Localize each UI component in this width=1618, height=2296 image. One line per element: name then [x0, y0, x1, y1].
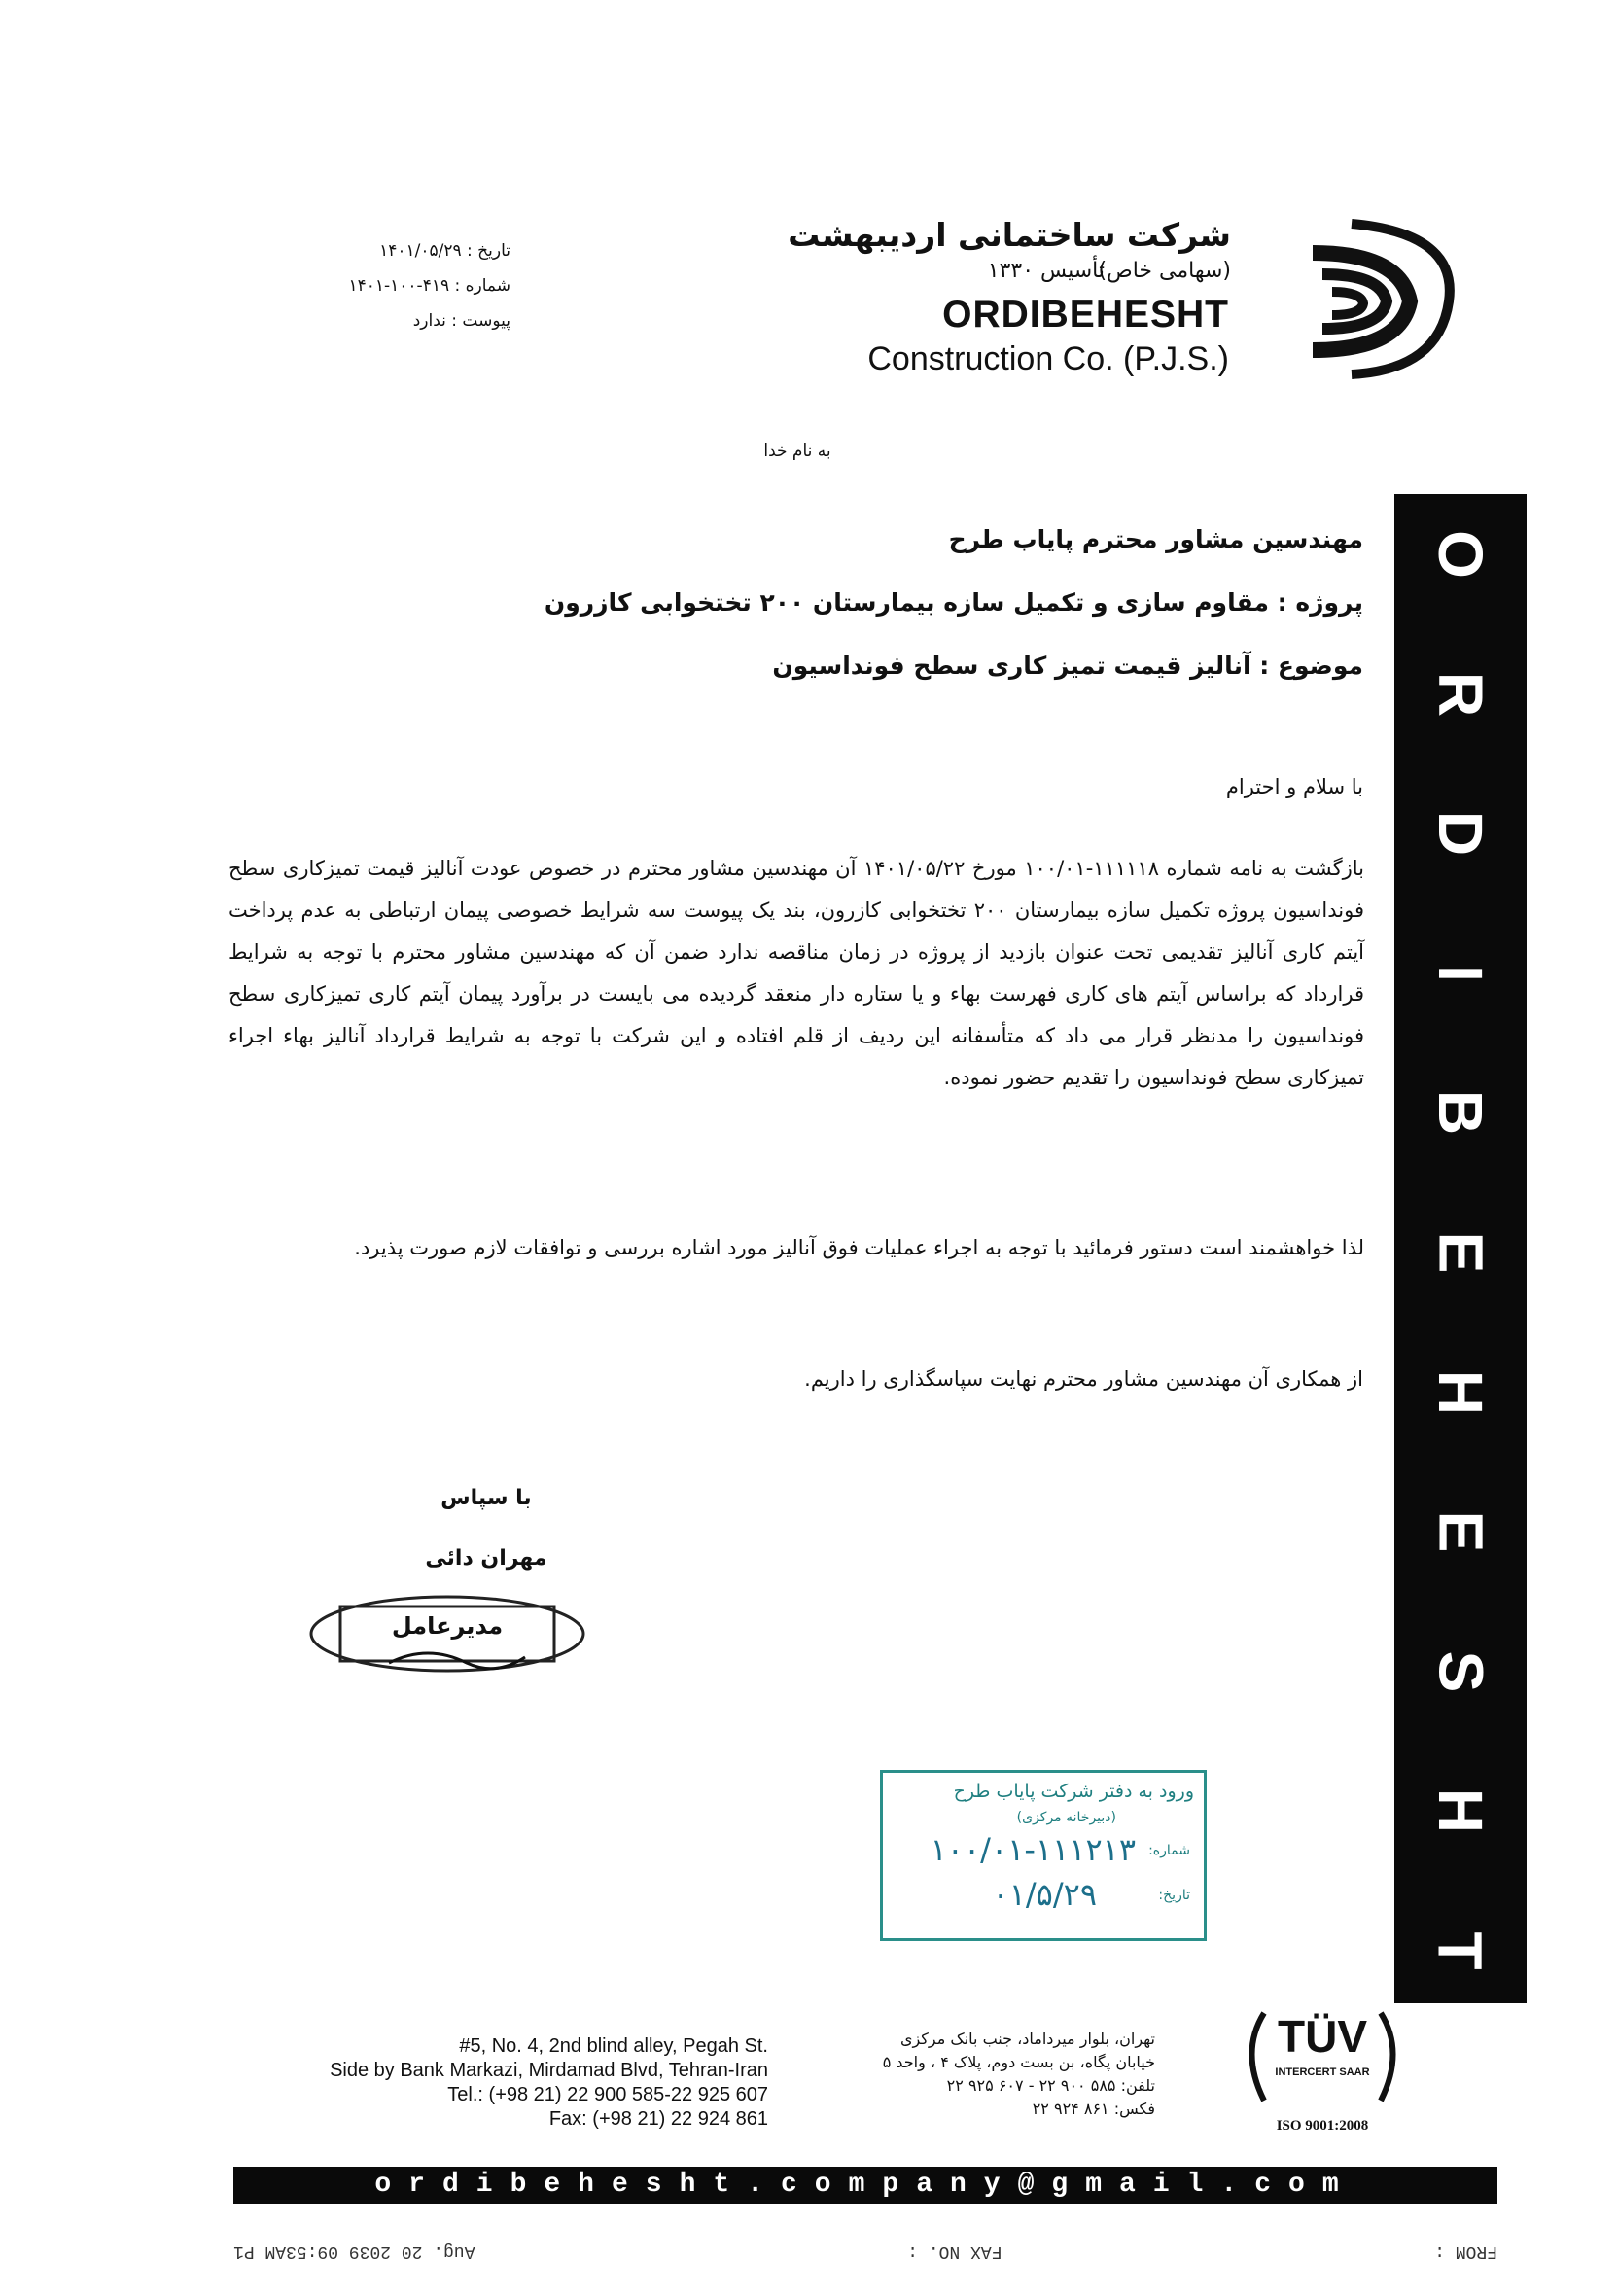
received-number: ۱۰۰/۰۱-۱۱۱۲۱۳ — [930, 1831, 1136, 1868]
band-letter: R — [1425, 671, 1495, 717]
tuv-certification-logo — [1235, 1994, 1410, 2139]
band-letter: I — [1425, 964, 1495, 982]
band-letter: E — [1425, 1510, 1495, 1553]
closing: با سپاس — [440, 1486, 532, 1510]
address-en-line: #5, No. 4, 2nd blind alley, Pegah St. — [459, 2035, 768, 2057]
received-date-label: تاریخ: — [1158, 1888, 1190, 1903]
received-number-label: شماره: — [1148, 1843, 1190, 1858]
address-fa-line: خیابان پگاه، بن بست دوم، پلاک ۴ ، واحد ۵ — [882, 2053, 1155, 2071]
letter-meta — [272, 233, 510, 338]
signer-name: مهران دائی — [425, 1546, 547, 1571]
received-date: ۰۱/۵/۲۹ — [992, 1876, 1097, 1913]
address-en-line: Tel.: (+98 21) 22 900 585-22 925 607 — [447, 2084, 768, 2105]
fax-timestamp: Aug. 20 2039 09:53AM P1 — [233, 2242, 475, 2261]
signature-stamp — [301, 1585, 593, 1682]
tuv-text: TÜV — [1278, 2011, 1367, 2062]
greeting: با سلام و احترام — [1225, 775, 1363, 798]
body-paragraph-2: لذا خواهشمند است دستور فرمائید با توجه به اجراء عملیات فوق آنالیز مورد اشاره بررسی و توافقات لازم صورت پذیرد. — [354, 1236, 1364, 1259]
signer-title: مدیرعامل — [391, 1612, 504, 1640]
letter-attachment: پیوست : ندارد — [412, 311, 510, 331]
address-en — [146, 2034, 768, 2132]
body-paragraph-1: بازگشت به نامه شماره ۱۱۱۱۱۸-۱۰۰/۰۱ مورخ ۱۴۰۱/۰۵/۲۲ آن مهندسین مشاور محترم در خصوص عودت آنالیز قیمت تمیزکاری سطح فونداسیون پروژه تکمیل سازه بیمارستان ۲۰۰ تختخوابی کازرون، بند یک پیوست سه شرایط خصوصی پیمان ارتباطی به عدم پرداخت آیتم کاری آنالیز تقدیمی تحت عنوان بازدید از پروژه در زمان مناقصه ندارد ضمن آن که مهندسین مشاور محترم با توجه به شرایط قرارداد که براساس آیتم های کاری فهرست بهاء و یا ستاره دار منعقد گردیده می بایست در برآورد پیمان آیتم کاری تمیزکاری سطح فونداسیون را مدنظر قرار می داد که متأسفانه این ردیف از قلم افتاده و این شرکت با توجه به شرایط قرارداد آنالیز بهاء اجراء تمیزکاری سطح فونداسیون را تقدیم حضور نموده. — [229, 857, 1364, 1089]
address-fa-line: تلفن: ۵۸۵ ۹۰۰ ۲۲ - ۶۰۷ ۹۲۵ ۲۲ — [946, 2076, 1155, 2095]
brand-side-letters — [1394, 523, 1527, 1982]
company-name-fa: شرکت ساختمانی اردیبهشت — [788, 216, 1231, 254]
company-subtitle-en: Construction Co. (P.J.S.) — [867, 340, 1229, 377]
band-letter: T — [1425, 1931, 1495, 1970]
band-letter: B — [1425, 1090, 1495, 1136]
bismillah: به نام خدا — [763, 442, 831, 461]
received-stamp-title: ورود به دفتر شرکت پایاب طرح — [953, 1781, 1194, 1802]
address-fa-line: فکس: ۸۶۱ ۹۲۴ ۲۲ — [1032, 2100, 1155, 2118]
company-name-en: ORDIBEHESHT — [942, 294, 1229, 336]
fax-number: FAX NO. : — [907, 2242, 1002, 2261]
received-stamp — [880, 1770, 1207, 1941]
fax-from: FROM : — [1434, 2242, 1497, 2261]
band-letter: E — [1425, 1231, 1495, 1274]
band-letter: H — [1425, 1788, 1495, 1834]
tuv-subtitle: INTERCERT SAAR — [1275, 2066, 1370, 2078]
brand-side-band — [1394, 494, 1527, 2003]
address-fa — [786, 2028, 1155, 2121]
band-letter: S — [1425, 1650, 1495, 1693]
fax-header — [233, 2242, 1497, 2261]
band-letter: O — [1425, 530, 1495, 579]
company-type-fa: (سهامی خاص) — [1098, 259, 1231, 283]
iso-label: ISO 9001:2008 — [1276, 2118, 1369, 2134]
project-line: پروژه : مقاوم سازی و تکمیل سازه بیمارستان ۲۰۰ تختخوابی کازرون — [544, 588, 1363, 617]
body-paragraph-3: از همکاری آن مهندسین مشاور محترم نهایت سپاسگذاری را داریم. — [804, 1367, 1363, 1391]
address-fa-line: تهران، بلوار میرداماد، جنب بانک مرکزی — [899, 2030, 1155, 2048]
established-year-fa: تأسیس ۱۳۳۰ — [987, 259, 1105, 283]
address-en-line: Fax: (+98 21) 22 924 861 — [548, 2108, 768, 2130]
band-letter: D — [1425, 811, 1495, 857]
subject-line: موضوع : آنالیز قیمت تمیز کاری سطح فونداسیون — [772, 652, 1363, 680]
address-en-line: Side by Bank Markazi, Mirdamad Blvd, Tehran-Iran — [330, 2060, 768, 2081]
company-logo-mark — [1293, 214, 1459, 379]
letter-date: تاریخ : ۱۴۰۱/۰۵/۲۹ — [379, 241, 510, 261]
received-stamp-subtitle: (دبیرخانه مرکزی) — [1016, 1810, 1116, 1825]
band-letter: H — [1425, 1369, 1495, 1415]
addressee: مهندسین مشاور محترم پایاب طرح — [948, 525, 1363, 553]
email-band: ordibehesht.company@gmail.com — [233, 2167, 1497, 2204]
letter-number: شماره : ۴۱۹-۱۰۰-۱۴۰۱ — [348, 276, 510, 296]
